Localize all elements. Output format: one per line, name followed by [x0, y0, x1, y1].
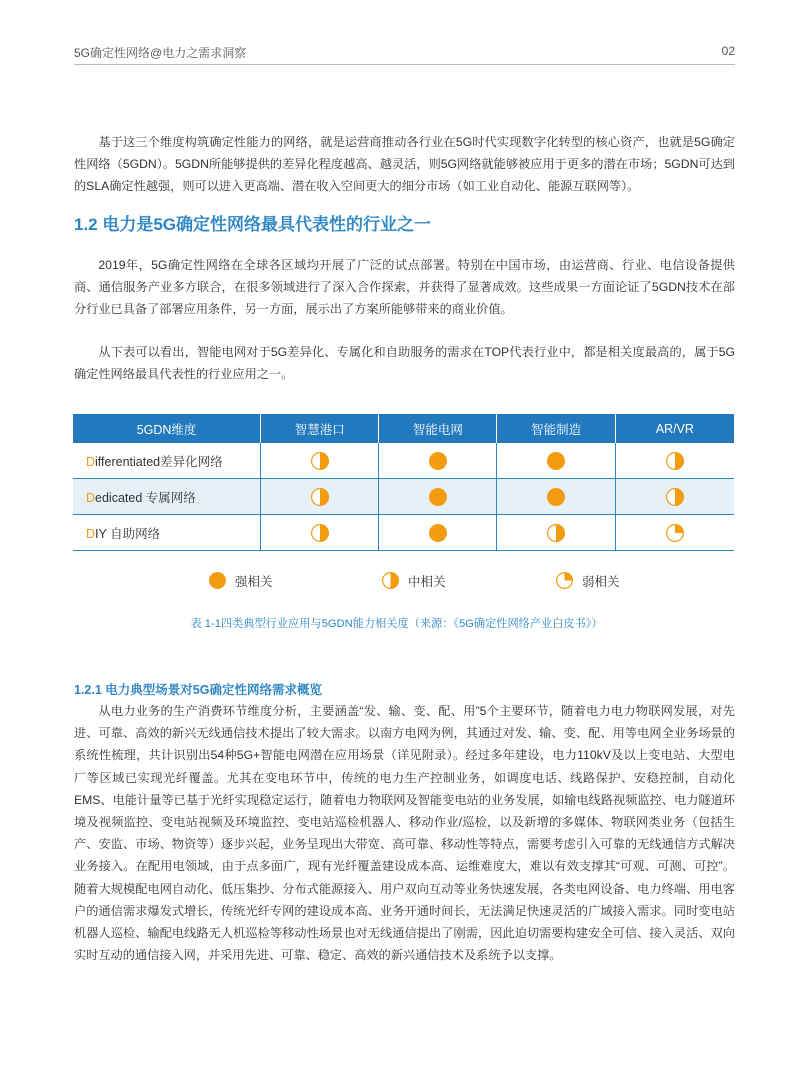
relevance-cell [615, 515, 734, 551]
page-number: 02 [721, 44, 735, 58]
column-header: 智慧港口 [261, 414, 379, 443]
table-row [73, 515, 734, 551]
strong-relevance-icon [497, 487, 614, 507]
strong-relevance-icon [497, 451, 614, 471]
medium-relevance-icon [497, 523, 614, 543]
dimension-label: IY 自助网络 [95, 526, 161, 541]
section-heading: 1.2 电力是5G确定性网络最具代表性的行业之一 [74, 215, 432, 234]
weak-relevance-icon [616, 523, 734, 543]
column-header: 智能制造 [497, 414, 615, 443]
paragraph-intro: 基于这三个维度构筑确定性能力的网络，就是运营商推动各行业在5G时代实现数字化转型的核心资产，也就是5G确定性网络（5GDN）。5GDN所能够提供的差异化程度越高、越灵活，则5G网络就能够被应用于更多的潜在市场；5GDN可达到的SLA确定性越强，则可以进入更高端、潜在收入空间更大的细分市场（如工业自动化、能源互联网等）。 [74, 135, 735, 194]
page-header [74, 44, 735, 64]
dimension-cell [73, 515, 261, 551]
legend-strong-label: 强相关 [235, 574, 273, 589]
column-header: 5GDN维度 [73, 414, 261, 443]
table-row [73, 479, 734, 515]
relevance-cell [497, 515, 615, 551]
legend-weak-label: 弱相关 [582, 574, 620, 589]
header-divider [74, 64, 735, 65]
column-header: 智能电网 [379, 414, 497, 443]
legend-strong [208, 571, 273, 590]
strong-relevance-icon [208, 571, 227, 590]
medium-relevance-icon [261, 523, 378, 543]
weak-relevance-icon [555, 571, 574, 590]
relevance-table [73, 414, 734, 551]
relevance-cell [379, 443, 497, 479]
dimension-initial: D [86, 454, 96, 469]
medium-relevance-icon [616, 487, 734, 507]
paragraph-power-scenarios: 从电力业务的生产消费环节维度分析，主要涵盖“发、输、变、配、用”5个主要环节，随着电力电力物联网发展，对先进、可靠、高效的新兴无线通信技术提出了较大需求。以南方电网为例，其通过对发、输、变、配、用等电网全业务场景的系统性梳理，共计识别出54种5G+智能电网潜在应用场景（详见附录）。经过多年建设，电力110kV及以上变电站、大型电厂等区域已实现光纤覆盖。尤其在变电环节中，传统的电力生产控制业务，如调度电话、线路保护、安稳控制，自动化EMS、电能计量等已基于光纤实现稳定运行，随着电力物联网及智能变电站的业务发展，如输电线路视频监控、电力隧道环境及视频监控、变电站视频及环境监控、变电站巡检机器人、移动作业/巡检，以及新增的多媒体、物联网类业务（包括生产、安监、市场、物资等）逐步兴起，业务呈现出大带宽、高可靠、移动性等特点，需要考虑引入可靠的无线通信方式解决业务接入。在配用电领域，由于点多面广，现有光纤覆盖建设成本高、运维难度大，难以有效支撑其“可观、可测、可控”。随着大规模配电网自动化、低压集抄、分布式能源接入、用户双向互动等业务快速发展，各类电网设备、电力终端、用电客户的通信需求爆发式增长，传统光纤专网的建设成本高、业务开通时间长，无法满足快速灵活的广域接入需求。同时变电站机器人巡检、输配电线路无人机巡检等移动性场景也对无线通信提出了刚需，因此迫切需要构建安全可信、接入灵活、双向实时互动的通信接入网，并采用先进、可靠、稳定、高效的新兴通信技术及系统予以支撑。 [74, 704, 735, 963]
dimension-initial: D [86, 490, 96, 505]
column-header: AR/VR [615, 414, 734, 443]
legend-weak [555, 571, 620, 590]
subsection-heading: 1.2.1 电力典型场景对5G确定性网络需求概览 [74, 683, 322, 697]
strong-relevance-icon [379, 523, 496, 543]
relevance-cell [379, 479, 497, 515]
relevance-cell [261, 515, 379, 551]
legend [0, 571, 793, 593]
medium-relevance-icon [261, 487, 378, 507]
header-title: 5G确定性网络@电力之需求洞察 [74, 46, 247, 60]
dimension-cell [73, 443, 261, 479]
table-header-row [73, 414, 734, 443]
medium-relevance-icon [616, 451, 734, 471]
relevance-cell [261, 479, 379, 515]
dimension-label: edicated 专属网络 [95, 490, 196, 505]
medium-relevance-icon [261, 451, 378, 471]
relevance-cell [379, 515, 497, 551]
paragraph-table-intro: 从下表可以看出，智能电网对于5G差异化、专属化和自助服务的需求在TOP代表行业中，都是相关度最高的，属于5G确定性网络最具代表性的行业应用之一。 [74, 345, 735, 382]
relevance-cell [261, 443, 379, 479]
strong-relevance-icon [379, 451, 496, 471]
relevance-cell [497, 479, 615, 515]
table-row [73, 443, 734, 479]
legend-medium-label: 中相关 [408, 574, 446, 589]
legend-medium [381, 571, 446, 590]
strong-relevance-icon [379, 487, 496, 507]
paragraph-2019: 2019年，5G确定性网络在全球各区域均开展了广泛的试点部署。特别在中国市场，由运营商、行业、电信设备提供商、通信服务产业多方联合，在很多领域进行了深入合作探索，并获得了显著成效。这些成果一方面论证了5GDN技术在部分行业已具备了部署应用条件，另一方面，展示出了方案所能够带来的商业价值。 [74, 258, 735, 317]
dimension-label: ifferentiated差异化网络 [95, 454, 223, 469]
relevance-cell [615, 479, 734, 515]
dimension-cell [73, 479, 261, 515]
table-caption: 表 1-1四类典型行业应用与5GDN能力相关度（来源：《5G确定性网络产业白皮书》） [190, 618, 603, 630]
relevance-cell [497, 443, 615, 479]
dimension-initial: D [86, 526, 96, 541]
relevance-cell [615, 443, 734, 479]
medium-relevance-icon [381, 571, 400, 590]
